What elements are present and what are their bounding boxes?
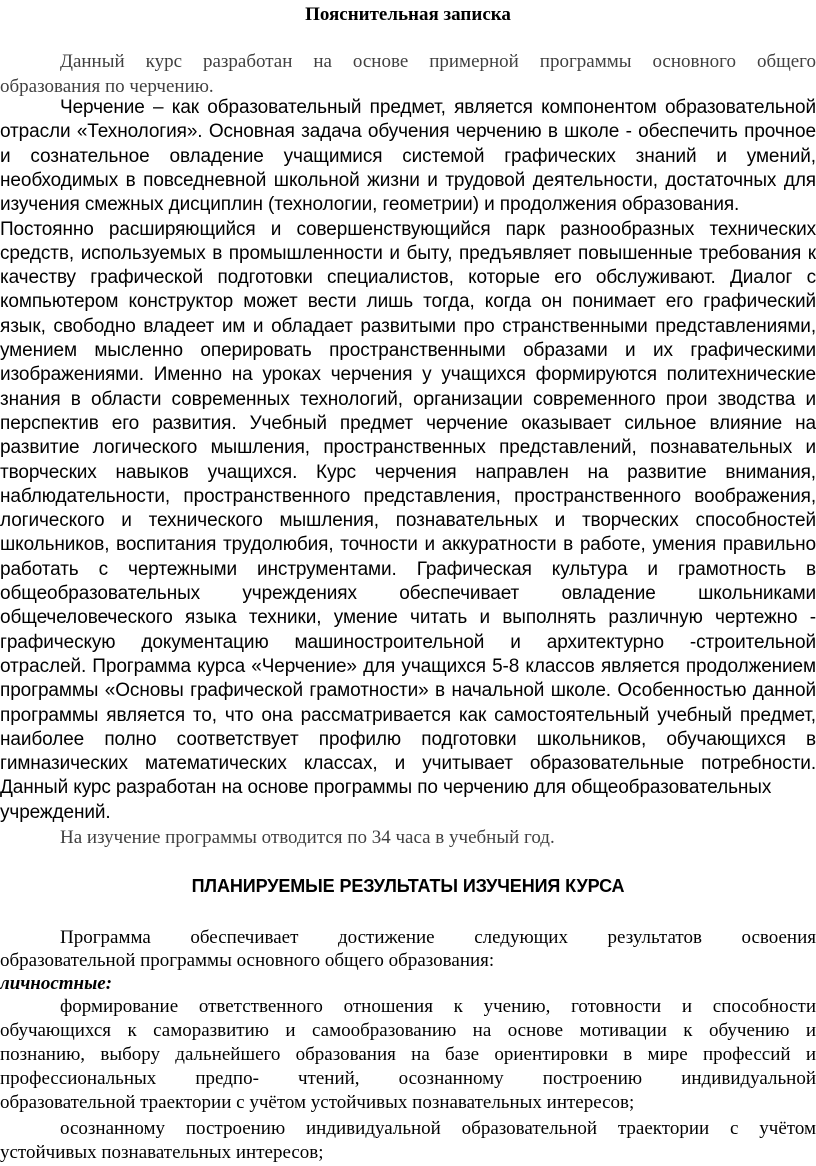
body-line: работать с чертежными инструментами. Графическая культура и грамотность в bbox=[0, 559, 816, 580]
body-line: умением мысленно оперировать пространственными образами и их графическими bbox=[0, 340, 816, 361]
body-line: школьников, воспитания трудолюбия, точности и аккуратности в работе, умения правильно bbox=[0, 534, 816, 555]
section-intro-line-2: образовательной программы основного общего образования: bbox=[0, 950, 495, 971]
body-line: наиболее полно соответствует профилю подготовки школьников, обучающихся в bbox=[0, 729, 816, 750]
section-intro-line-1: Программа обеспечивает достижение следующих результатов освоения bbox=[60, 927, 816, 948]
body-line: отрасли «Технология». Основная задача обучения черчению в школе - обеспечить прочное bbox=[0, 121, 816, 142]
body-line: гимназических математических классах, и учитывает образовательные потребности. bbox=[0, 753, 816, 774]
body-line: отраслей. Программа курса «Черчение» для учащихся 5-8 классов является продолжением bbox=[0, 656, 816, 677]
body-line: развитие логического мышления, пространственных представлений, познавательных и bbox=[0, 437, 816, 458]
body-line: логического и технического мышления, познавательных и творческих способностей bbox=[0, 510, 816, 531]
body-line: учреждений. bbox=[0, 802, 111, 823]
body-line: общеобразовательных учреждениях обеспечивает овладение школьниками bbox=[0, 583, 816, 604]
body-line: Данный курс разработан на основе программы по черчению для общеобразовательных bbox=[0, 777, 772, 798]
body-line: графическую документацию машиностроительной и архитектурно -строительной bbox=[0, 632, 816, 653]
body-line: знания в области современных технологий, организации современного прои зводства и bbox=[0, 389, 816, 410]
intro-line-1: Данный курс разработан на основе примерной программы основного общего bbox=[60, 51, 816, 72]
page-title: Пояснительная записка bbox=[305, 4, 511, 25]
paragraph-line: образовательной траектории с учётом устойчивых познавательных интересов; bbox=[0, 1092, 635, 1113]
body-line: Постоянно расширяющийся и совершенствующийся парк разнообразных технических bbox=[0, 219, 816, 240]
paragraph-line: профессиональных предпо- чтений, осознанному построению индивидуальной bbox=[0, 1068, 816, 1089]
subheading-personal: личностные: bbox=[0, 973, 113, 994]
paragraph-line: обучающихся к саморазвитию и самообразованию на основе мотивации к обучению и bbox=[0, 1020, 816, 1041]
paragraph-line: формирование ответственного отношения к учению, готовности и способности bbox=[60, 996, 816, 1017]
hours-line: На изучение программы отводится по 34 часа в учебный год. bbox=[60, 827, 555, 848]
body-line: Черчение – как образовательный предмет, является компонентом образовательной bbox=[60, 97, 816, 118]
body-line: качеству графической подготовки специалистов, которые его обслуживают. Диалог с bbox=[0, 267, 816, 288]
body-line: необходимых в повседневной школьной жизни и трудовой деятельности, достаточных для bbox=[0, 170, 816, 191]
intro-line-2: образования по черчению. bbox=[0, 76, 214, 97]
body-line: язык, свободно владеет им и обладает развитыми про странственными представлениями, bbox=[0, 316, 816, 337]
paragraph-line: устойчивых познавательных интересов; bbox=[0, 1142, 324, 1163]
body-line: программы «Основы графической грамотности» в начальной школе. Особенностью данной bbox=[0, 680, 816, 701]
body-line: перспектив его развития. Учебный предмет черчение оказывает сильное влияние на bbox=[0, 413, 816, 434]
body-line: изображениями. Именно на уроках черчения у учащихся формируются политехнические bbox=[0, 364, 816, 385]
paragraph-line: познанию, выбору дальнейшего образования на базе ориентировки в мире профессий и bbox=[0, 1044, 816, 1065]
body-line: творческих навыков учащихся. Курс черчения направлен на развитие внимания, bbox=[0, 462, 816, 483]
body-line: программы является то, что она рассматривается как самостоятельный учебный предмет, bbox=[0, 705, 816, 726]
body-line: изучения смежных дисциплин (технологии, геометрии) и продолжения образования. bbox=[0, 194, 740, 215]
body-line: и сознательное овладение учащимися системой графических знаний и умений, bbox=[0, 146, 816, 167]
body-line: компьютером конструктор может вести лишь тогда, когда он понимает его графический bbox=[0, 291, 816, 312]
body-line: общечеловеческого языка техники, умение читать и выполнять различную чертежно - bbox=[0, 607, 816, 628]
body-line: средств, используемых в промышленности и быту, предъявляет повышенные требования к bbox=[0, 243, 816, 264]
body-line: наблюдательности, пространственного представления, пространственного воображения, bbox=[0, 486, 816, 507]
section-title: ПЛАНИРУЕМЫЕ РЕЗУЛЬТАТЫ ИЗУЧЕНИЯ КУРСА bbox=[191, 876, 625, 896]
paragraph-line: осознанному построению индивидуальной образовательной траектории с учётом bbox=[60, 1118, 816, 1139]
